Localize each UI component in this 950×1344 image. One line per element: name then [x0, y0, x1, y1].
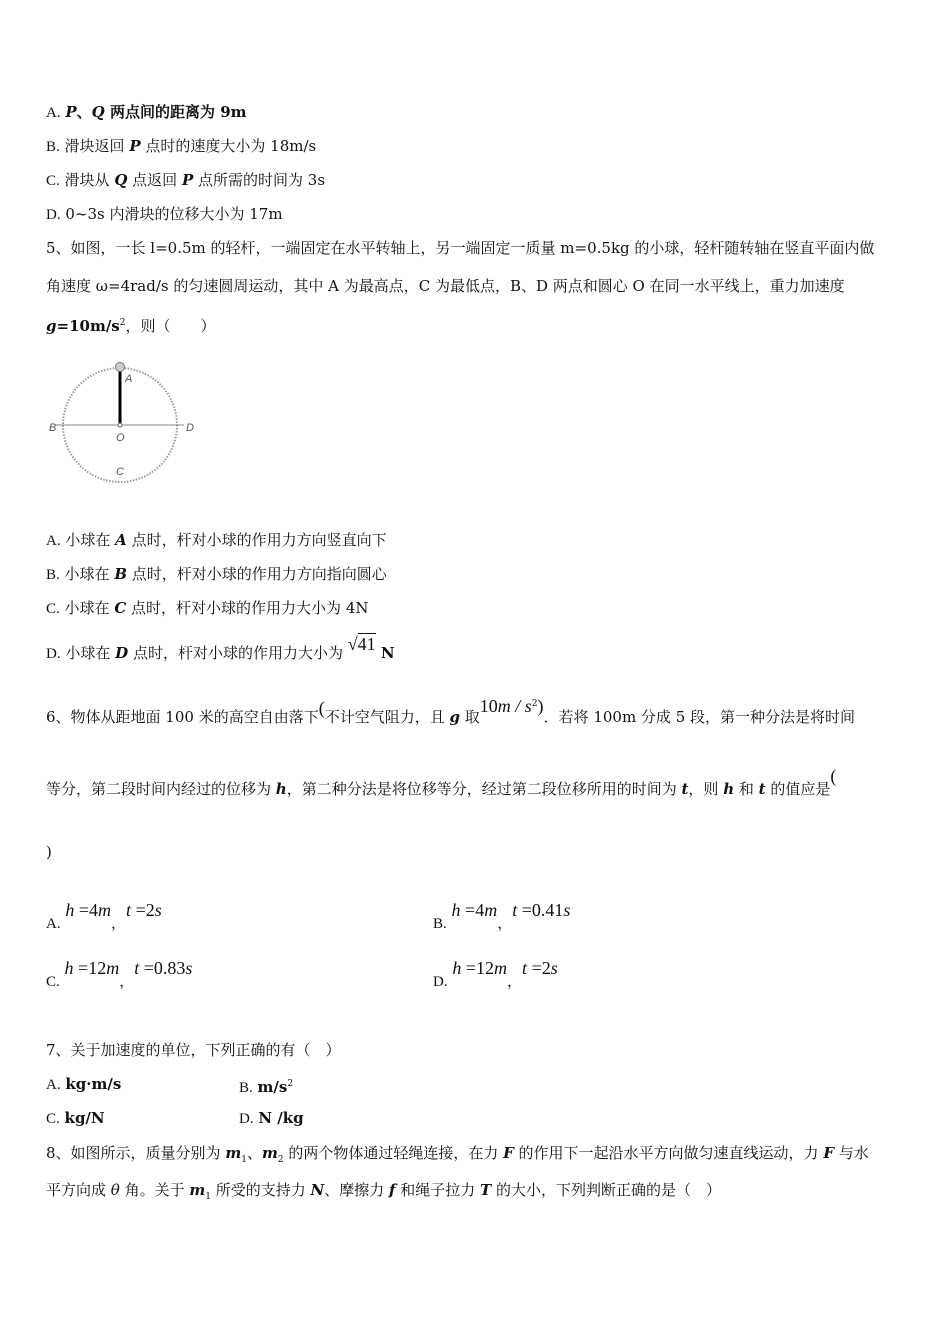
g-value-expression: $10m / s^2$)	[479, 696, 544, 716]
ball	[116, 363, 125, 372]
q7-stem: 7、关于加速度的单位，下列正确的有（ ）	[46, 1041, 341, 1059]
q6-option-a: A. h =4m，t =2s	[46, 900, 162, 932]
q6-stem-line3: )	[46, 843, 52, 861]
q7-option-d: D. N /kg	[239, 1109, 304, 1127]
q8-stem-line2: 平方向成 θ 角。关于 $m_1$ 所受的支持力 N、摩擦力 f 和绳子拉力 T 的大小，下列判断正确的是（ ）	[46, 1181, 721, 1202]
q6-option-c: C. h =12m，t =0.83s	[46, 958, 193, 990]
q5-stem-line1: 5、如图，一长 l=0.5m 的轻杆，一端固定在水平转轴上，另一端固定一质量 m=0.5kg 的小球，轻杆随转轴在竖直平面内做	[46, 239, 875, 257]
q4-option-b: B. 滑块返回 P 点时的速度大小为 18m/s	[46, 137, 317, 155]
q5-option-d: D. 小球在 D 点时，杆对小球的作用力大小为 √41 N	[46, 634, 395, 662]
pivot-point	[118, 423, 122, 427]
label-o: O	[116, 432, 125, 444]
q6-option-b: B. h =4m，t =0.41s	[433, 900, 571, 932]
q8-stem-line1: 8、如图所示，质量分别为 $m_1$、$m_2$ 的两个物体通过轻绳连接，在力 F 的作用下一起沿水平方向做匀速直线运动，力 F 与水	[46, 1144, 869, 1165]
q4-option-a: A. P、Q 两点间的距离为 9m	[46, 103, 247, 121]
label-b: B	[49, 422, 57, 434]
q5-circle-diagram	[44, 358, 214, 486]
q4-option-c: C. 滑块从 Q 点返回 P 点所需的时间为 3s	[46, 171, 326, 189]
q7-option-a: A. kg·m/s	[46, 1075, 122, 1093]
q5-option-b: B. 小球在 B 点时，杆对小球的作用力方向指向圆心	[46, 565, 387, 583]
label-a: A	[125, 373, 133, 385]
q6-option-d: D. h =12m，t =2s	[433, 958, 558, 990]
q5-option-a: A. 小球在 A 点时，杆对小球的作用力方向竖直向下	[46, 531, 387, 549]
label-d: D	[186, 422, 194, 434]
q7-option-b: B. $m/s^2$	[239, 1078, 294, 1096]
sqrt-icon: √	[347, 634, 358, 654]
q7-option-c: C. kg/N	[46, 1109, 105, 1127]
q5-stem-line2: 角速度 ω=4rad/s 的匀速圆周运动，其中 A 为最高点，C 为最低点，B、D 两点和圆心 O 在同一水平线上，重力加速度	[46, 277, 845, 295]
sqrt-expression: √41	[347, 634, 376, 654]
q5-stem-line3: $g=10m/s^2$，则（ ）	[46, 317, 216, 335]
q5-option-c: C. 小球在 C 点时，杆对小球的作用力大小为 4N	[46, 599, 369, 617]
q6-stem-line2: 等分，第二段时间内经过的位移为 h，第二种分法是将位移等分，经过第二段位移所用的时间为 t，则 h 和 t 的值应是(	[46, 766, 837, 798]
q4-option-d: D. 0~3s 内滑块的位移大小为 17m	[46, 205, 283, 223]
label-c: C	[116, 466, 124, 478]
q6-stem-line1: 6、物体从距地面 100 米的高空自由落下(不计空气阻力，且 g 取$10m / s^2$)．若将 100m 分成 5 段，第一种分法是将时间	[46, 696, 856, 726]
